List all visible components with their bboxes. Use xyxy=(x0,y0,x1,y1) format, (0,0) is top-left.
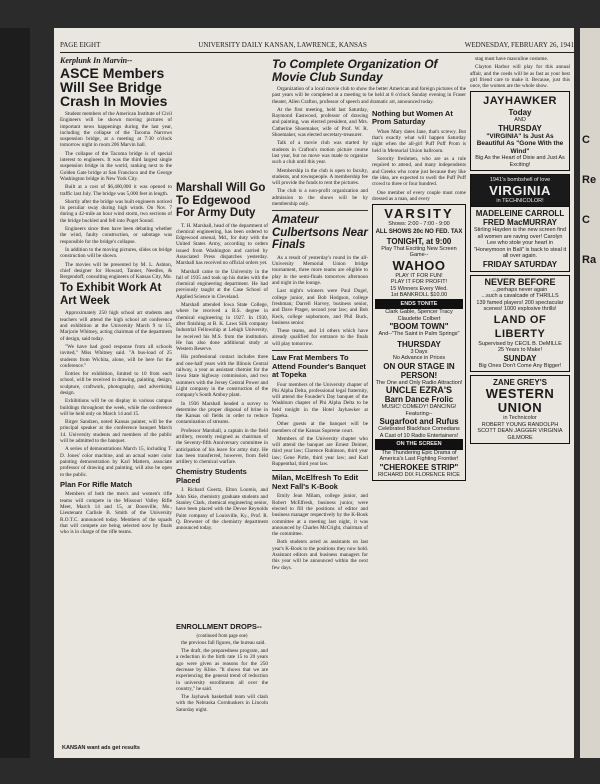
column-3a xyxy=(272,107,368,573)
paragraph: Professor Marshall, a captain in the field artillery, recently resigned as chairman of the Seventy-fifth Anniversary committee in anticipation of his leave for army duty. He has been transferred, however, from field artillery to chemical warfare. xyxy=(176,427,268,466)
ad-line: ...perhaps never again xyxy=(492,286,548,293)
ad-line: FRED MacMURRAY xyxy=(483,218,557,228)
paragraph: His professional contact includes three and one-half years with the Illinois Central railway, a year as assistant chemist for the Iowa State highway commission, and two summers with the Jersey Central Power and Light company in the construction of the company's South Amboy plant. xyxy=(176,354,268,399)
paragraph: Organization of a local movie club to show the better American and foreign pictures of the past years will be completed at a meeting to be held at 8 o'clock Sunday evening in Fraser theater, Allen Crafton, professor of speech and dramatic art, announced today. xyxy=(272,86,466,105)
ad-line: "BOOM TOWN" xyxy=(389,322,449,332)
kicker: Kerplunk In Marvin-- xyxy=(60,56,133,65)
column-1 xyxy=(60,56,172,780)
paragraph: Marshall came to the University in the fall of 1935 and took up his duties with the chemical engineering department. He had previously taught at the Case School of Applied Science in Cleveland. xyxy=(176,268,268,300)
paragraph: the previous fall figures, the bureau said. xyxy=(181,639,266,646)
paragraph: Built at a cost of $6,400,000 it was opened to traffic last July. The bridge was 5,000 feet in length. xyxy=(60,184,172,197)
virginia-ad xyxy=(470,174,570,207)
ad-line: 1941's bombshell of love xyxy=(489,177,551,184)
paragraph: The Jayhawk basketball team will clash with the Nebraska Cornhuskers in Lincoln Saturday night. xyxy=(176,694,268,713)
ad-line: ON THE SCREEN xyxy=(375,439,463,450)
ad-line: PLAY IT FOR PROFIT! xyxy=(390,279,448,286)
western-union-title: WESTERN UNION xyxy=(485,386,555,416)
land-of-liberty-ad xyxy=(470,275,570,373)
paragraph: Members of the University chapter who will attend the banquet are Ernest Deimer, third year law; Clarence Rubinson, third year law; Gene Pirtle, third year law; and Karl Ruppenthal, third year law. xyxy=(272,435,368,468)
ad-line: A Cast of 10 Radio Entertainers! xyxy=(379,432,459,439)
paragraph: The draft, the preparedness program, and a reduction in the birth rate 15 to 20 years ago were given as reasons for the 250 decrease by Kline. "It shows that we are experiencing the general trend of reduction in university enrollments all over the country," he said. xyxy=(176,648,268,692)
paragraph: Entries for exhibition, limited to 10 from each school, will be received in drawing, painting, design, sculpture, craftwork, photography, and advertising design. xyxy=(60,371,172,396)
liberty-title: LAND OF LIBERTY xyxy=(493,313,547,340)
paragraph: T. H. Marshall, head of the department of chemical engineering, has been ordered to Edgewood arsenal, Md., for duty with the United States Army, according to orders issued from Washington and carried by Associated Press dispatches yesterday. Marshall has received no official orders yet. xyxy=(176,222,268,267)
ad-line: Big As the Heart of Dixie and Just As Exciting! xyxy=(475,155,565,168)
fragment-letter: Ra xyxy=(582,254,597,266)
paragraph: A series of demonstrations March 15, including T. D. Jones' color machine, and an actual water color painting demonstration by Karl Mattern, associate professor of drawing and painting, will also be open to the public. xyxy=(60,446,172,478)
ad-line: ...such a cavalcade of THRILLS xyxy=(481,293,559,300)
column-3b xyxy=(372,107,466,573)
wahoo-title: WAHOO xyxy=(392,257,446,273)
ad-line: in Technicolor xyxy=(503,415,537,422)
ad-line: THURSDAY xyxy=(397,339,441,349)
column-4 xyxy=(470,56,570,780)
paragraph: One member of every couple must come dressed as a man, and every xyxy=(372,189,466,202)
subhead-chemistry: Chemistry Students Placed xyxy=(176,467,247,485)
paragraph: Talk of a movie club was started by students in Crafton's motion picture course last year, but no move was made to organize such a club until this year. xyxy=(272,140,368,166)
paragraph: Four members of the University chapter of Phi Alpha Delta, professional legal fraternity, will attend the Founder's Day banquet of the Washburn chapter of Phi Alpha Delta to be held tonight in the Hotel Jayhawker at Topeka. xyxy=(272,381,368,419)
adjacent-page-fragment xyxy=(582,120,600,280)
paragraph: Other guests at the banquet will be members of the Kansas Supreme court. xyxy=(272,421,368,434)
virginia-title: VIRGINIA xyxy=(489,182,551,198)
paragraph: Shortly after the bridge was built engineers noticed its peculiar sway during high winds. On Nov. 7 during a 42-mile an hour wind storm, two sections of the bridge buckled and fell into Puget Sound. xyxy=(60,198,172,224)
want-ads-footer: KANSAN want ads get results xyxy=(62,745,140,751)
paragraph: In addition to the moving pictures, slides on bridge construction will be shown. xyxy=(60,246,172,260)
paragraph: These teams, and 14 others which have already qualified for entrance to the finals will play tomorrow. xyxy=(272,328,368,347)
divider xyxy=(272,210,368,211)
ad-line: Play That Exciting New Screen Game-- xyxy=(381,245,457,259)
paragraph: When Mary dates Jane, that's screwy. But that's exactly what will happen Saturday night when the all-girl Puff Puff Prom is held in Memorial Union ballroom. xyxy=(372,128,466,154)
ad-line: The One and Only Radio Attraction! xyxy=(375,379,463,386)
ad-line: NEVER BEFORE xyxy=(484,276,556,287)
paragraph: The club is a non-profit organization and admission to the shows will be by membership only. xyxy=(272,188,368,208)
ad-line: UNCLE EZRA'S xyxy=(385,385,453,396)
divider xyxy=(272,350,368,351)
ad-line: Clark Gable, Spencer Tracy Claudette Colbert xyxy=(385,309,453,322)
page-header xyxy=(60,38,574,53)
paragraph: "We have had good response from all schools invited," Miss Whitney said. "A bus-load of 25 students from Wichita, alone, will be here for the conference." xyxy=(60,343,172,369)
left-page-edge xyxy=(0,28,30,758)
ad-line: No Advance in Prices xyxy=(392,355,446,362)
headline-kbook: Milan, McElfresh To Edit Next Fall's K-Book xyxy=(272,473,359,491)
ad-line: ENDS TONITE xyxy=(375,299,463,310)
ad-line: SUNDAY xyxy=(503,353,537,363)
paragraph: Exhibitions will be on display in various campus buildings throughout the week, while the conference will be held only on March 14 and 15. xyxy=(60,398,172,417)
paragraph: Members of both the men's and women's rifle teams will compete in the Missouri Valley Rifle Meet, March 14 and 15, at Boonville, Mo., Lieutenant Carlisle B. Smith of the University R.O.T.C. announced today. Members of the squads that will compete are being selected now by finals who is in charge of the rifle teams. xyxy=(60,491,172,536)
paragraph: Marshall attended Iowa State College, where he received a B.S. degree in chemical engineering in 1927. In 1930, after finishing at B. K. Laws Silk company Industrial Fellowship at Lehigh University, he received his M.S. from the institution. He has also done additional study at Western Reserve. xyxy=(176,302,268,353)
paragraph: Approximately 250 high school art students and teachers will attend the high school art conference and exhibition at the University March 9 to 15, Marjorie Whitney, acting chairman of the department of design, said today. xyxy=(60,310,172,342)
ad-line: Stirling Hayden is the new screen find all women are raving over! Carolyn Lee who stole your heart in "Honeymoon in Bali" is back to steal it all over again. xyxy=(473,227,567,260)
paragraph: Clayton Harbur will play for this annual affair, and the coeds will be as fast as your best girl friend care to make it. Because, just this once, the women are the whole show. xyxy=(470,64,570,90)
ad-line: Supervised by CECIL B. DeMILLE xyxy=(478,340,562,347)
ad-line: "VIRGINIA" Is Just As Beautiful As "Gone With the Wind" xyxy=(476,132,564,155)
column-3 xyxy=(272,56,466,780)
subhead-rifle: Plan For Rifle Match xyxy=(60,479,133,489)
western-union-ad xyxy=(470,375,570,444)
ad-line: And--"The Saint in Palm Springs" xyxy=(378,331,460,338)
fragment-letter: Re xyxy=(582,174,597,186)
paragraph: Student members of the American Institute of Civil Engineers will be shown moving pictures of important news happenings during the last year, including the collapse of the Tacoma Narrows suspension bridge, at a meeting at 7:30 o'clock tomorrow night in room 206 Marvin hall. xyxy=(60,111,172,149)
ad-line: ROBERT YOUNG RANDOLPH SCOTT DEAN JAGGER VIRGINIA GILMORE xyxy=(477,421,563,441)
paragraph: In 1936 Marshall headed a survey to determine the proper disposal of brine in the Kansas oil fields in order to reduce contamination of streams. xyxy=(176,400,268,426)
ad-line: ZANE GREY'S xyxy=(493,378,547,388)
headline-art-week: To Exhibit Work At Art Week xyxy=(60,282,162,307)
divider xyxy=(272,470,368,471)
continued-note: (continued from page one) xyxy=(196,633,248,639)
ad-line: MADELEINE CARROLL xyxy=(475,209,565,219)
virginia-ad-cast xyxy=(470,207,570,272)
headline-culbertsons: Amateur Culbertsons Near Finals xyxy=(272,214,368,252)
ad-line: PLAY IT FOR FUN! xyxy=(395,272,443,279)
headline-enrollment: ENROLLMENT DROPS-- xyxy=(176,622,262,631)
paragraph: Last night's winners were Paul Dugel, college junior, and Bob Hodgson, college freshman; Darrell Harvey, business senior, and Dave Prager, second year law; and Bob Keck, college sophomore, and Phil Buck, business senior. xyxy=(272,288,368,326)
page-number: PAGE EIGHT xyxy=(60,41,101,49)
ad-line: Big Ones Don't Come Any Bigger! xyxy=(478,362,562,369)
paragraph: J. Richard Goertz, Elton Loomis, and John Skie, chemistry graduate students and Stanley Clark, chemical engineering senior, have been placed with the Devoe Reynolds Paint company of Louisville, Ky., Prof. R. Q. Brewster of the chemistry department announced today. xyxy=(176,487,268,532)
ad-line: Celebrated Blackface Comedians xyxy=(378,426,460,433)
ad-line: THURSDAY xyxy=(498,123,542,133)
fragment-letter: C xyxy=(582,214,590,226)
paragraph: Engineers since then have been debating whether the wind, faulty construction, or sabotage was responsible for the bridge's collapse. xyxy=(60,226,172,245)
paragraph: The movies will be presented by M. L. Ashton, chief designer for Howard, Tanner, Needles, & Bergendoff, consulting engineers of Kansas City, Mo. xyxy=(60,261,172,281)
ad-line: "CHEROKEE STRIP" xyxy=(379,462,459,472)
ad-line: The Thundering Epic Drama of America's Last Fighting Frontier! xyxy=(379,449,459,463)
paragraph: Sorority freshmen, who are as a rule required to attend, and many independents and Greeks who come just because they like the idea, are expected to swell the Puff Puff crowd to three or four hundred. xyxy=(372,156,466,188)
ad-line: ON OUR STAGE IN PERSON! xyxy=(383,361,455,380)
jayhawker-ad xyxy=(470,91,570,171)
ad-line: MUSIC! COMEDY! DANCING! xyxy=(381,404,457,411)
paragraph: Emily Jean Milam, college junior, and Robert McElfresh, business junior, were elected to fill the positions of editor and business manager respectively by the K-Book committee at a meeting last night, it was announced by Charles McCright, chairman of the committee. xyxy=(272,493,368,538)
ad-line: AND xyxy=(514,117,526,124)
paragraph: Both students acted as assistants on last year's K-Book to the positions they now hold. Assistant editors and business managers for this year will be announced within the next few days. xyxy=(272,539,368,571)
headline-movie-club: To Complete Organization Of Movie Club Sunday xyxy=(272,57,438,84)
ad-line: Featuring-- xyxy=(405,410,433,417)
ad-line: ALL SHOWS 20c NO FED. TAX xyxy=(375,228,463,235)
paragraph: Membership in the club is open to faculty, students, and townspeople. A membership fee will provide the funds to rent the pictures. xyxy=(272,167,368,187)
varsity-title: VARSITY xyxy=(384,206,454,222)
ad-line: Sugarfoot and Rufus xyxy=(379,417,459,427)
ad-line: Barn Dance Frolic xyxy=(384,395,454,405)
headline-law-frat: Law Frat Members To Attend Founder's Banquet at Topeka xyxy=(272,353,366,379)
ad-line: in TECHNICOLOR! xyxy=(496,197,544,204)
masthead: UNIVERSITY DAILY KANSAN, LAWRENCE, KANSAS xyxy=(198,41,367,49)
ad-line: Today xyxy=(508,108,532,118)
ad-line: 15 Winners Every Wed. xyxy=(390,285,448,292)
ad-line: 1st BANKROLL $10.00 xyxy=(390,292,448,299)
paragraph: Birger Sandzen, noted Kansas painter, will be the principal speaker at the conference banquet March 14. University students and members of the public will be admitted to the banquet. xyxy=(60,419,172,445)
headline-prom: Nothing but Women At Prom Saturday xyxy=(372,108,453,127)
paragraph: As a result of yesterday's round in the all-University Memorial Union bridge tournament, three more teams are eligible to play in the semi-finals tomorrow afternoon and night in the lounge. xyxy=(272,254,368,287)
enrollment-column xyxy=(176,620,268,780)
ad-line: Shows: 2:00 - 7:00 - 9:00 xyxy=(388,221,450,228)
issue-date: WEDNESDAY, FEBRUARY 26, 1941 xyxy=(464,41,574,49)
ad-line: TONIGHT, at 9:00 xyxy=(386,236,452,246)
jayhawker-title: JAYHAWKER xyxy=(483,95,557,108)
ad-line: 25 Years to Make! xyxy=(497,347,543,354)
varsity-ad xyxy=(372,204,466,481)
paragraph: The collapse of the Tacoma bridge is of special interest to engineers. It was the third largest single suspension bridge in the world, ranking next to the Golden Gate bridge at San Francisco and the George Washington bridge in New York City. xyxy=(60,150,172,182)
paragraph: stag must have masculine costume. xyxy=(475,56,549,62)
ad-line: RICHARD DIX FLORENCE RICE xyxy=(378,471,460,478)
fragment-letter: C xyxy=(582,134,590,146)
column-3-split xyxy=(272,107,466,573)
headline-marshall: Marshall Will Go To Edgewood For Army Duty xyxy=(176,182,266,219)
ad-line: 3 Days xyxy=(410,348,428,355)
ad-line: FRIDAY SATURDAY xyxy=(482,259,558,269)
headline-asce: ASCE Members Will See Bridge Crash In Movies xyxy=(60,65,168,109)
paragraph: At the first meeting, held last Saturday, Raymond Eastwood, professor of drawing and painting, was elected president, and Mrs. Catherine Shoemaker, wife of Prof. W. R. Shoemaker, was elected secretary-treasurer. xyxy=(272,106,368,139)
ad-line: 139 famed players! 200 spectacular scenes! 1000 explosive thrills! xyxy=(476,299,564,313)
